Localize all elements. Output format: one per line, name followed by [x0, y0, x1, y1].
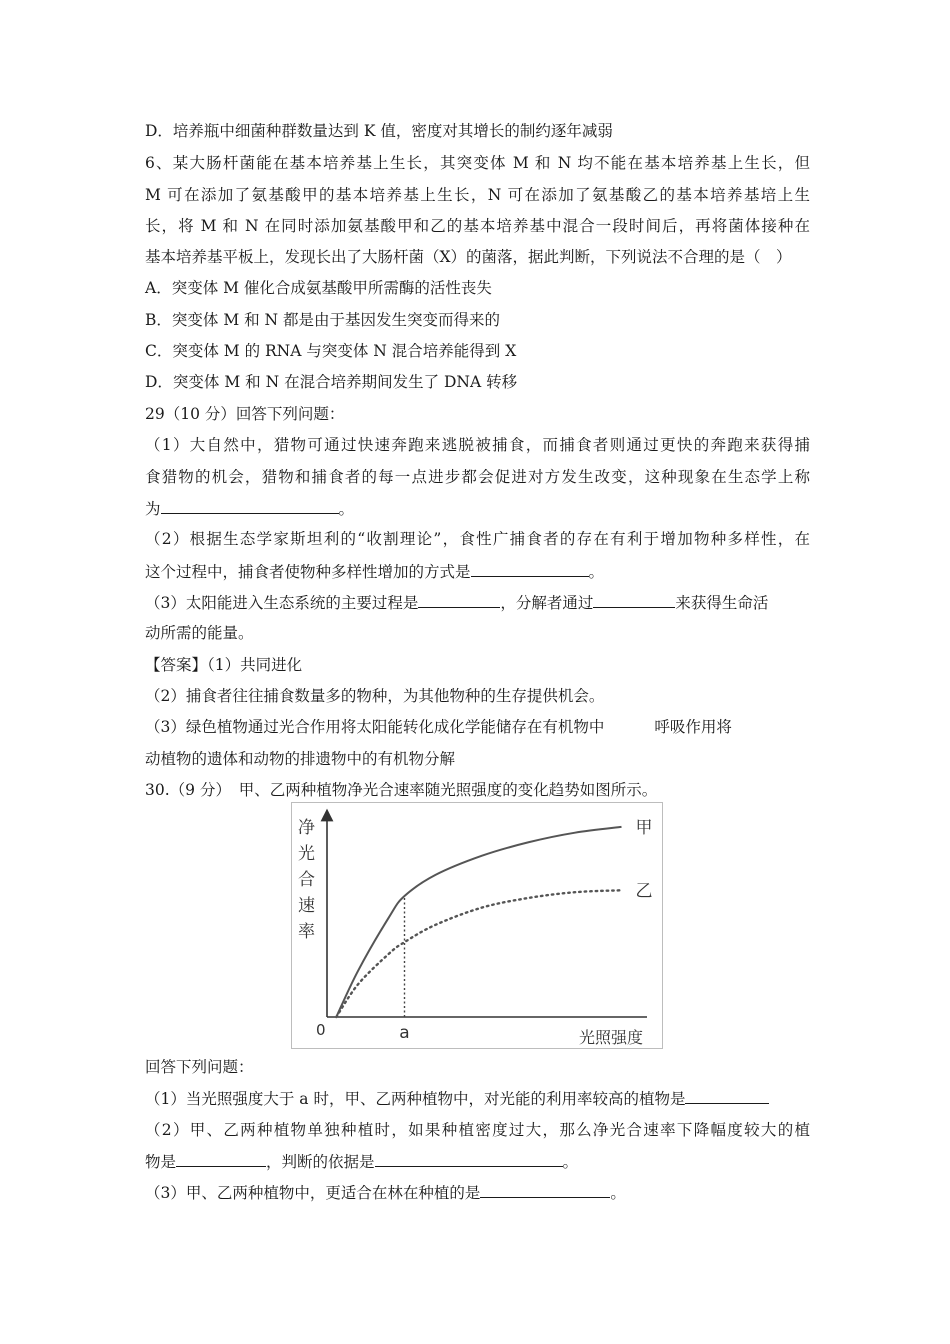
answer-blank[interactable]: [593, 592, 675, 608]
answer-blank[interactable]: [161, 498, 339, 514]
text-fragment: （1）当光照强度大于 a 时，甲、乙两种植物中，对光能的利用率较高的植物是: [145, 1090, 686, 1108]
text-fragment: ，判断的依据是: [266, 1153, 375, 1171]
q29-part2-line-2: [145, 561, 810, 582]
series-label-jia: 甲: [635, 817, 653, 838]
text-fragment: 物是: [145, 1153, 177, 1171]
y-axis-label-char: 率: [298, 922, 315, 942]
answer-blank[interactable]: [471, 561, 589, 577]
answer-blank[interactable]: [176, 1151, 266, 1167]
question-6-line-4: 基本培养基平板上，发现长出了大肠杆菌（X）的菌落，据此判断，下列说法不合理的是（ ）: [145, 248, 792, 266]
q30-part2-line-2: [145, 1151, 810, 1172]
option-d-q5: D．培养瓶中细菌种群数量达到 K 值，密度对其增长的制约逐年减弱: [145, 122, 613, 140]
option-d: D．突变体 M 和 N 在混合培养期间发生了 DNA 转移: [145, 373, 518, 391]
option-c: C．突变体 M 的 RNA 与突变体 N 混合培养能得到 X: [145, 342, 517, 360]
answer-blank[interactable]: [480, 1182, 610, 1198]
marker-a-label: a: [399, 1023, 410, 1043]
text-fragment: 。: [588, 563, 605, 581]
q30-part2-line-1: （2）甲、乙两种植物单独种植时，如果种植密度过大，那么净光合速率下降幅度较大的植: [145, 1121, 810, 1139]
text-fragment: （3）太阳能进入生态系统的主要过程是: [145, 594, 419, 612]
question-6-line-3: 长，将 M 和 N 在同时添加氨基酸甲和乙的基本培养基中混合一段时间后，再将菌体接种在: [145, 217, 810, 235]
answer-3-line-1: [145, 717, 810, 737]
text-fragment: 这个过程中，捕食者使物种多样性增加的方式是: [145, 563, 471, 581]
series-group: [336, 818, 652, 1017]
answer-blank[interactable]: [418, 592, 500, 608]
q30-part1: [145, 1088, 810, 1109]
series-label-yi: 乙: [635, 881, 653, 902]
option-a: A．突变体 M 催化合成氨基酸甲所需酶的活性丧失: [145, 279, 492, 297]
q29-part2-line-1: （2）根据生态学家斯坦利的“收割理论”，食性广捕食者的存在有利于增加物种多样性，在: [145, 530, 810, 548]
text-fragment: 来获得生命活: [675, 594, 769, 612]
q30-instruction: 回答下列问题：: [145, 1058, 254, 1076]
text-fragment: 。: [610, 1184, 626, 1202]
question-6-line-1: 6、某大肠杆菌能在基本培养基上生长，其突变体 M 和 N 均不能在基本培养基上生长，但: [145, 154, 810, 172]
question-29-title: 29（10 分）回答下列问题：: [145, 405, 345, 423]
answer-blank[interactable]: [375, 1151, 563, 1167]
series-line-yi: [336, 890, 621, 1017]
answer-blank[interactable]: [685, 1088, 769, 1104]
answer-2: （2）捕食者往往捕食数量多的物种，为其他物种的生存提供机会。: [145, 687, 605, 705]
text-fragment: 呼吸作用将: [654, 718, 732, 736]
text-fragment: 为: [145, 500, 161, 518]
question-30-title: 30.（9 分） 甲、乙两种植物净光合速率随光照强度的变化趋势如图所示。: [145, 781, 658, 799]
text-fragment: 。: [562, 1153, 579, 1171]
series-line-jia: [336, 827, 621, 1017]
text-fragment: （3）绿色植物通过光合作用将太阳能转化成化学能储存在有机物中: [145, 718, 605, 736]
text-fragment: （3）甲、乙两种植物中，更适合在林在种植的是: [145, 1184, 481, 1202]
y-axis-label-char: 光: [298, 844, 315, 864]
q29-part1-line-2: 食猎物的机会，猎物和捕食者的每一点进步都会促进对方发生改变，这种现象在生态学上称: [145, 468, 810, 486]
y-axis-label-char: 速: [298, 896, 315, 916]
chart-svg: [292, 803, 662, 1048]
q29-part1-line-3: [145, 498, 810, 519]
origin-label: 0: [316, 1021, 326, 1039]
option-b: B．突变体 M 和 N 都是由于基因发生突变而得来的: [145, 311, 501, 329]
y-axis-label: [298, 818, 315, 942]
y-axis-label-char: 净: [298, 818, 315, 838]
text-fragment: ，分解者通过: [500, 594, 594, 612]
answer-heading: 【答案】（1）共同进化: [145, 656, 303, 674]
question-6-line-2: M 可在添加了氨基酸甲的基本培养基上生长，N 可在添加了氨基酸乙的基本培养基培上生: [145, 186, 810, 204]
x-axis-label: 光照强度: [579, 1028, 644, 1047]
photosynthesis-chart: [291, 802, 663, 1049]
q29-part1-line-1: （1）大自然中，猎物可通过快速奔跑来逃脱被捕食，而捕食者则通过更快的奔跑来获得捕: [145, 436, 810, 454]
q29-part3-line-1: [145, 592, 810, 613]
q30-part3: [145, 1182, 810, 1203]
q29-part3-line-2: 动所需的能量。: [145, 624, 254, 642]
y-axis-label-char: 合: [298, 870, 315, 890]
text-fragment: 。: [338, 500, 355, 518]
answer-3-line-2: 动植物的遗体和动物的排遗物中的有机物分解: [145, 750, 456, 768]
